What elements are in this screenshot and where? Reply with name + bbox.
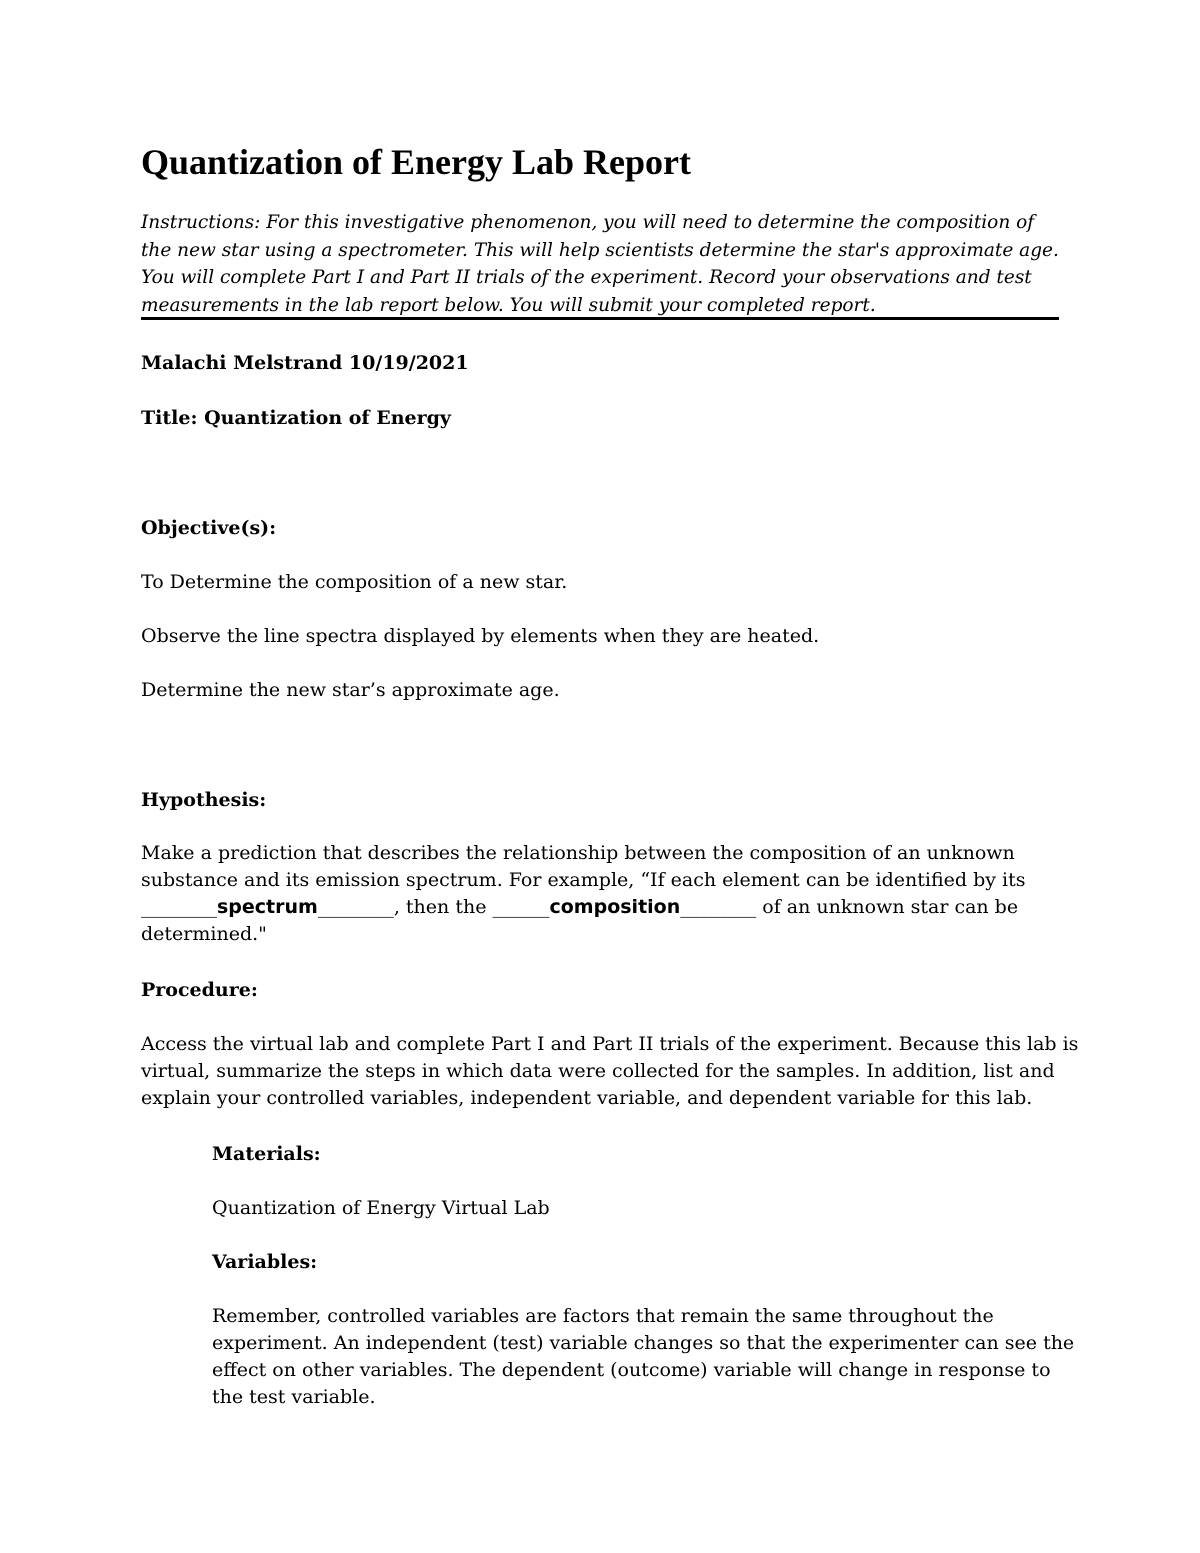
variables-line: experiment. An independent (test) variable changes so that the experimenter can see the <box>212 1332 1075 1354</box>
hypothesis-line: substance and its emission spectrum. For example, “If each element can be identified by its <box>141 869 1026 891</box>
report-title-line: Title: Quantization of Energy <box>141 407 451 429</box>
instructions-block <box>141 209 1059 319</box>
hypothesis-text: of an unknown star can be <box>756 896 1019 918</box>
blank-underscores: ______ <box>492 896 550 918</box>
procedure-line: virtual, summarize the steps in which data were collected for the samples. In addition, list and <box>141 1060 1055 1082</box>
materials-heading: Materials: <box>212 1143 321 1165</box>
procedure-paragraph <box>141 1031 1078 1112</box>
instructions-line: You will complete Part I and Part II trials of the experiment. Record your observations and test <box>141 267 1032 288</box>
objective-item: Observe the line spectra displayed by elements when they are heated. <box>141 625 820 647</box>
hypothesis-line: determined." <box>141 923 267 945</box>
variables-line: effect on other variables. The dependent (outcome) variable will change in response to <box>212 1359 1051 1381</box>
procedure-line: Access the virtual lab and complete Part I and Part II trials of the experiment. Because this lab is <box>141 1033 1079 1055</box>
procedure-line: explain your controlled variables, independent variable, and dependent variable for this lab. <box>141 1087 1033 1109</box>
variables-paragraph <box>212 1303 1074 1411</box>
objective-item: To Determine the composition of a new star. <box>141 571 568 593</box>
blank-underscores: ________ <box>317 896 394 918</box>
filled-answer-spectrum: spectrum <box>217 896 318 918</box>
objective-item: Determine the new star’s approximate age. <box>141 679 560 701</box>
variables-line: Remember, controlled variables are factors that remain the same throughout the <box>212 1305 994 1327</box>
hypothesis-heading: Hypothesis: <box>141 789 267 811</box>
blank-underscores: ________ <box>141 896 217 918</box>
hypothesis-paragraph <box>141 840 1026 948</box>
instructions-line: the new star using a spectrometer. This will help scientists determine the star's approximate age. <box>141 239 1059 261</box>
filled-answer-composition: composition <box>549 896 681 918</box>
materials-text: Quantization of Energy Virtual Lab <box>212 1197 550 1219</box>
author-date-line: Malachi Melstrand 10/19/2021 <box>141 352 469 374</box>
variables-line: the test variable. <box>212 1386 376 1408</box>
instructions-line: measurements in the lab report below. You will submit your completed report. <box>141 294 876 316</box>
procedure-heading: Procedure: <box>141 979 258 1001</box>
instructions-line: Instructions: For this investigative phenomenon, you will need to determine the composition of <box>141 212 1035 233</box>
document-title: Quantization of Energy Lab Report <box>141 142 692 182</box>
objectives-heading: Objective(s): <box>141 517 277 539</box>
variables-heading: Variables: <box>212 1251 318 1273</box>
divider-rule <box>141 317 1059 320</box>
blank-underscores: ________ <box>680 896 757 918</box>
hypothesis-text: , then the <box>393 896 493 918</box>
hypothesis-fill-line <box>141 894 1026 921</box>
hypothesis-line: Make a prediction that describes the relationship between the composition of an unknown <box>141 842 1015 864</box>
